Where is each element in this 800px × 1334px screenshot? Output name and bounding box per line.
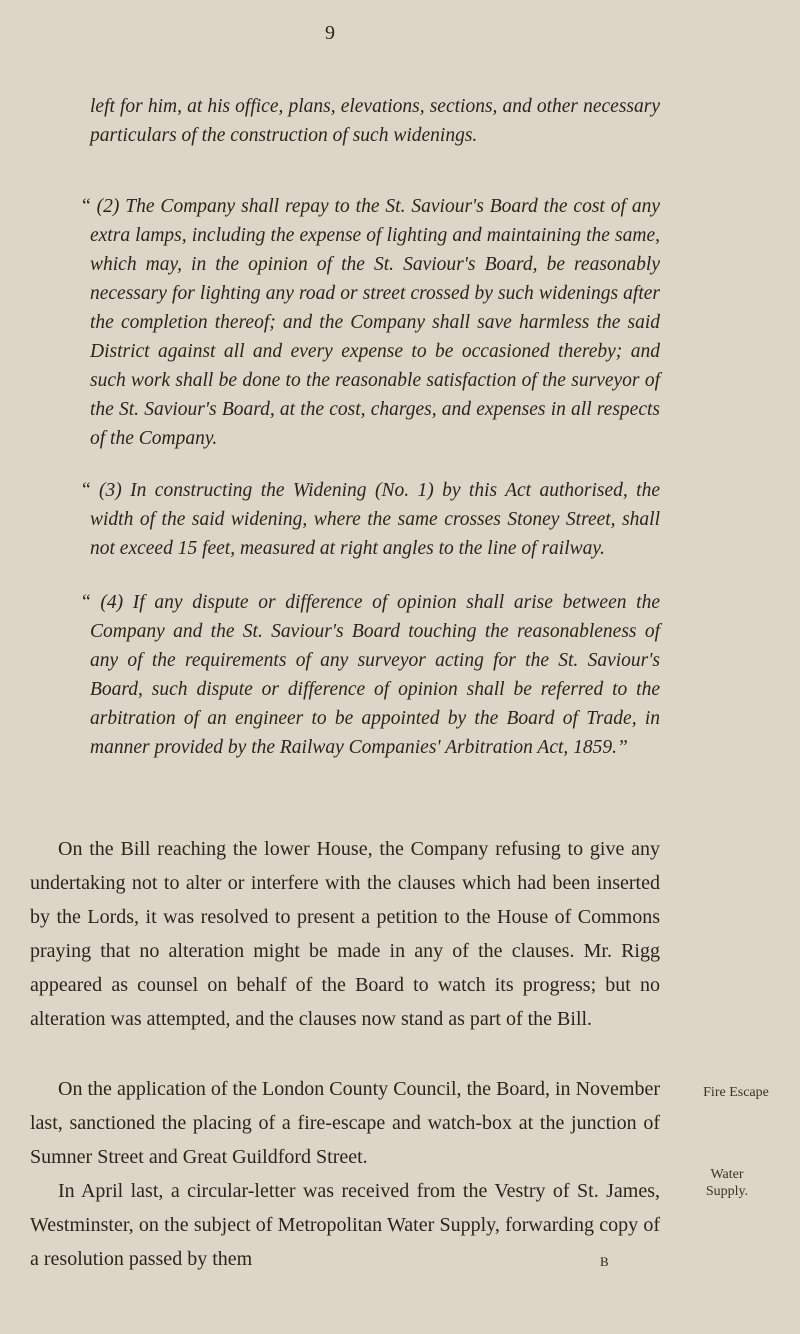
clause-2-text: (2) The Company shall repay to the St. Saviour's Board the cost of any extra lamps, including the expense of lighting and maintaining the same, which may, in the opinion of the St. Saviour's Board, be reasonably necessary for lighting any road or street crossed by such widenings after the completion thereof; and the Company shall save harmless the said District against all and every expense to be occasioned thereby; and such work shall be done to the reasonable satisfaction of the surveyor of the St. Saviour's Board, at the cost, charges, and expenses in all respects of the Company. xyxy=(90,196,661,449)
clause-2 xyxy=(78,192,660,453)
paragraph-bill-lower-house: On the Bill reaching the lower House, the Company refusing to give any undertaking not to alter or interfere with the clauses which had been inserted by the Lords, it was resolved to present a petition to the House of Commons praying that no alteration might be made in any of the clauses. Mr. Rigg appeared as counsel on behalf of the Board to watch its progress; but no alteration was attempted, and the clauses now stand as part of the Bill. xyxy=(30,838,660,1030)
margin-note-water-line1: Water xyxy=(710,1167,744,1182)
clause-3-text: (3) In constructing the Widening (No. 1) by this Act authorised, the width of the said widening, where the same crosses Stoney Street, shall not exceed 15 feet, measured at right angles to the line of railway. xyxy=(90,480,660,559)
margin-note-fire-escape: Fire Escape xyxy=(703,1085,769,1100)
page-number: 9 xyxy=(325,22,335,44)
clause-4-text: (4) If any dispute or difference of opinion shall arise between the Company and the St. Saviour's Board touching the reasonableness of any of the requirements of any surveyor acting for the St. Saviour's Board, such dispute or difference of opinion shall be referred to the arbitration of an engineer to be appointed by the Board of Trade, in manner provided by the Railway Companies' Arbitration Act, 1859.” xyxy=(90,592,660,758)
signature-mark: B xyxy=(600,1254,609,1269)
margin-note-water-supply xyxy=(682,1166,772,1200)
clause-3 xyxy=(78,476,660,563)
clause-continuation: left for him, at his office, plans, elevations, sections, and other necessary particulars of the construction of such widenings. xyxy=(90,96,660,146)
paragraph-water-supply: In April last, a circular-letter was received from the Vestry of St. James, Westminster, on the subject of Metropolitan Water Supply, forwarding copy of a resolution passed by them xyxy=(30,1180,660,1270)
open-quote-mark: “ xyxy=(82,480,91,501)
paragraph-fire-escape: On the application of the London County Council, the Board, in November last, sanctioned the placing of a fire-escape and watch-box at the junction of Sumner Street and Great Guildford Street. xyxy=(30,1078,660,1168)
clause-4 xyxy=(78,588,660,762)
margin-note-water-line2: Supply. xyxy=(705,1184,749,1199)
open-quote-mark: “ xyxy=(82,592,91,613)
open-quote-mark: “ xyxy=(82,196,91,217)
